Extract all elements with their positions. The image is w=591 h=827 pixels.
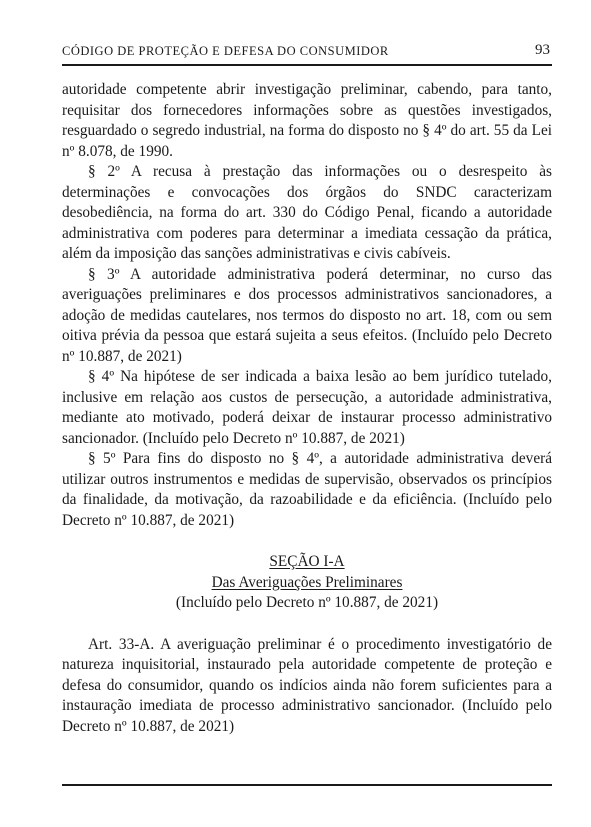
- paragraph-section-2: § 2º A recusa à prestação das informações ou o desrespeito às determinações e convocações dos órgãos do SNDC caracterizam desobediência, na forma do art. 330 do Código Penal, ficando a autoridade administrativa com poderes para determinar a imediata cessação da prática, além da imposição das sanções administrativas e civis cabíveis.: [62, 163, 552, 262]
- paragraph-continuation: autoridade competente abrir investigação preliminar, cabendo, para tanto, requisitar dos fornecedores informações sobre as questões investigados, resguardado o segredo industrial, na forma do disposto no § 4º do art. 55 da Lei nº 8.078, de 1990.: [62, 81, 552, 160]
- paragraph-section-4: § 4º Na hipótese de ser indicada a baixa lesão ao bem jurídico tutelado, inclusive em relação aos custos de persecução, a autoridade administrativa, mediante ato motivado, poderá deixar de instaurar processo administrativo sancionador. (Incluído pelo Decreto nº 10.887, de 2021): [62, 368, 552, 447]
- running-header: [62, 40, 552, 66]
- paragraph-section-5: § 5º Para fins do disposto no § 4º, a autoridade administrativa deverá utilizar outros instrumentos e medidas de supervisão, observados os princípios da finalidade, da motivação, da razoabilidade e da eficiência. (Incluído pelo Decreto nº 10.887, de 2021): [62, 450, 552, 529]
- page-number: 93: [535, 42, 550, 58]
- section-heading-block: [62, 552, 552, 614]
- footer-rule: [62, 784, 552, 786]
- page-body: [62, 80, 552, 737]
- paragraph-article-33a: Art. 33-A. A averiguação preliminar é o procedimento investigatório de natureza inquisitorial, instaurado pela autoridade competente de proteção e defesa do consumidor, quando os indícios ainda não forem suficientes para a instauração imediata de processo administrativo sancionador. (Incluído pelo Decreto nº 10.887, de 2021): [62, 635, 552, 735]
- running-title: CÓDIGO DE PROTEÇÃO E DEFESA DO CONSUMIDOR: [62, 44, 389, 58]
- section-heading: SEÇÃO I-A: [269, 553, 345, 570]
- paragraph-section-3: § 3º A autoridade administrativa poderá determinar, no curso das averiguações preliminares e dos processos administrativos sancionadores, a adoção de medidas cautelares, nos termos do disposto no art. 18, com ou sem oitiva prévia da pessoa que estará sujeita a seus efeitos. (Incluído pelo Decreto nº 10.887, de 2021): [62, 265, 552, 365]
- section-subheading: Das Averiguações Preliminares: [211, 573, 403, 591]
- section-note: (Incluído pelo Decreto nº 10.887, de 2021): [175, 594, 439, 611]
